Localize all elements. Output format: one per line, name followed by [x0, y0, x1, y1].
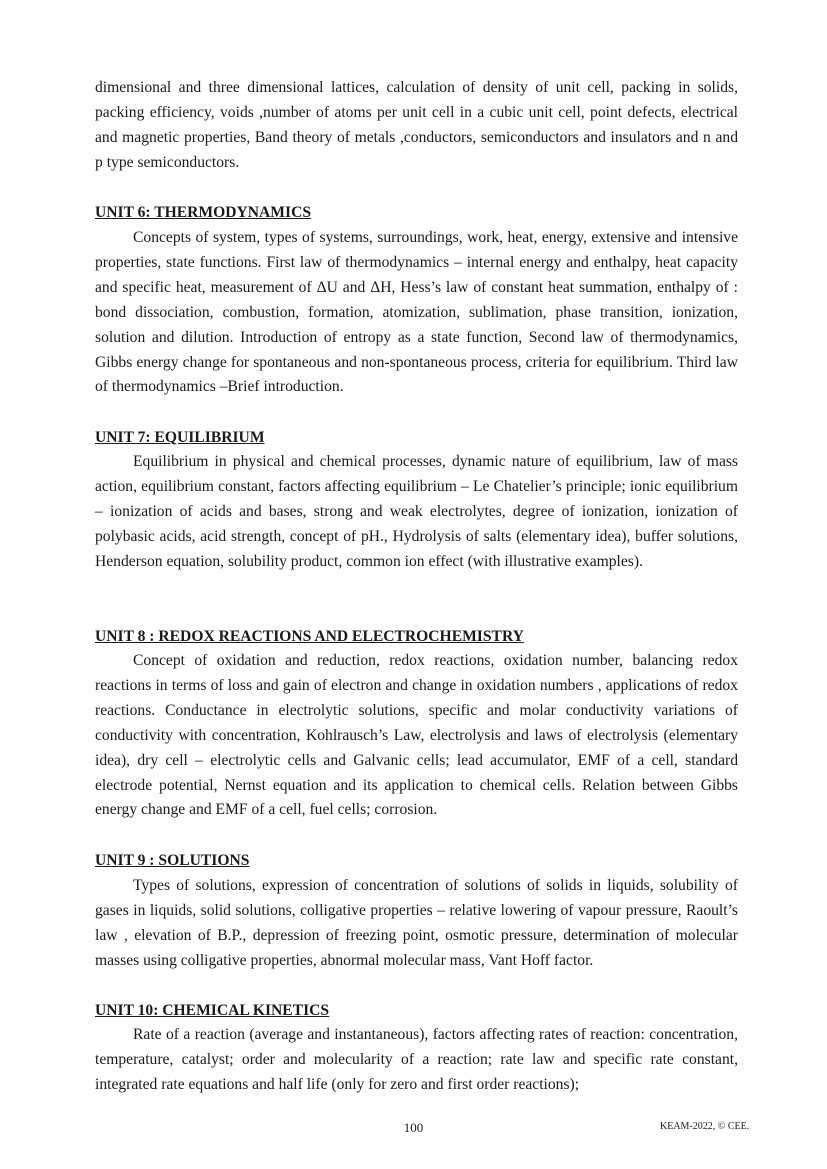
unit-8-body: Concept of oxidation and reduction, redox reactions, oxidation number, balancing redox reactions in terms of loss and gain of electron and change in oxidation numbers , applications of redox reactions. Conductance in electrolytic solutions, specific and molar conductivity variations of conductivity with concentration, Kohlrausch’s Law, electrolysis and laws of electrolysis (elementary idea), dry cell – electrolytic cells and Galvanic cells; lead accumulator, EMF of a cell, standard electrode potential, Nernst equation and its application to chemical cells. Relation between Gibbs energy change and EMF of a cell, fuel cells; corrosion.: [95, 652, 738, 819]
unit-10-body: Rate of a reaction (average and instantaneous), factors affecting rates of reaction: concentration, temperature, catalyst; order and molecularity of a reaction; rate law and specific rate constant, integrated rate equations and half life (only for zero and first order reactions);: [95, 1026, 738, 1093]
unit-6-body: Concepts of system, types of systems, surroundings, work, heat, energy, extensive and intensive properties, state functions. First law of thermodynamics – internal energy and enthalpy, heat capacity and specific heat, measurement of ΔU and ΔH, Hess’s law of constant heat summation, enthalpy of : bond dissociation, combustion, formation, atomization, sublimation, phase transition, ionization, solution and dilution. Introduction of entropy as a state function, Second law of thermodynamics, Gibbs energy change for spontaneous and non-spontaneous process, criteria for equilibrium. Third law of thermodynamics –Brief introduction.: [95, 229, 738, 396]
unit-7-heading: UNIT 7: EQUILIBRIUM: [95, 429, 265, 446]
unit-8-heading: UNIT 8 : REDOX REACTIONS AND ELECTROCHEMISTRY: [95, 628, 524, 645]
intro-paragraph: dimensional and three dimensional lattices, calculation of density of unit cell, packing in solids, packing efficiency, voids ,number of atoms per unit cell in a cubic unit cell, point defects, electrical and magnetic properties, Band theory of metals ,conductors, semiconductors and insulators and n and p type semiconductors.: [95, 79, 738, 171]
unit-6-heading: UNIT 6: THERMODYNAMICS: [95, 204, 312, 221]
footer-copyright: KEAM-2022, © CEE.: [660, 1121, 750, 1132]
unit-9-body: Types of solutions, expression of concentration of solutions of solids in liquids, solubility of gases in liquids, solid solutions, colligative properties – relative lowering of vapour pressure, Raoult’s law , elevation of B.P., depression of freezing point, osmotic pressure, determination of molecular masses using colligative properties, abnormal molecular mass, Vant Hoff factor.: [95, 877, 738, 969]
unit-10-heading: UNIT 10: CHEMICAL KINETICS: [95, 1002, 330, 1019]
unit-9-heading: UNIT 9 : SOLUTIONS: [95, 852, 250, 869]
page-number: 100: [403, 1120, 424, 1135]
unit-7-body: Equilibrium in physical and chemical processes, dynamic nature of equilibrium, law of mass action, equilibrium constant, factors affecting equilibrium – Le Chatelier’s principle; ionic equilibrium – ionization of acids and bases, strong and weak electrolytes, degree of ionization, ionization of polybasic acids, acid strength, concept of pH., Hydrolysis of salts (elementary idea), buffer solutions, Henderson equation, solubility product, common ion effect (with illustrative examples).: [95, 453, 738, 570]
